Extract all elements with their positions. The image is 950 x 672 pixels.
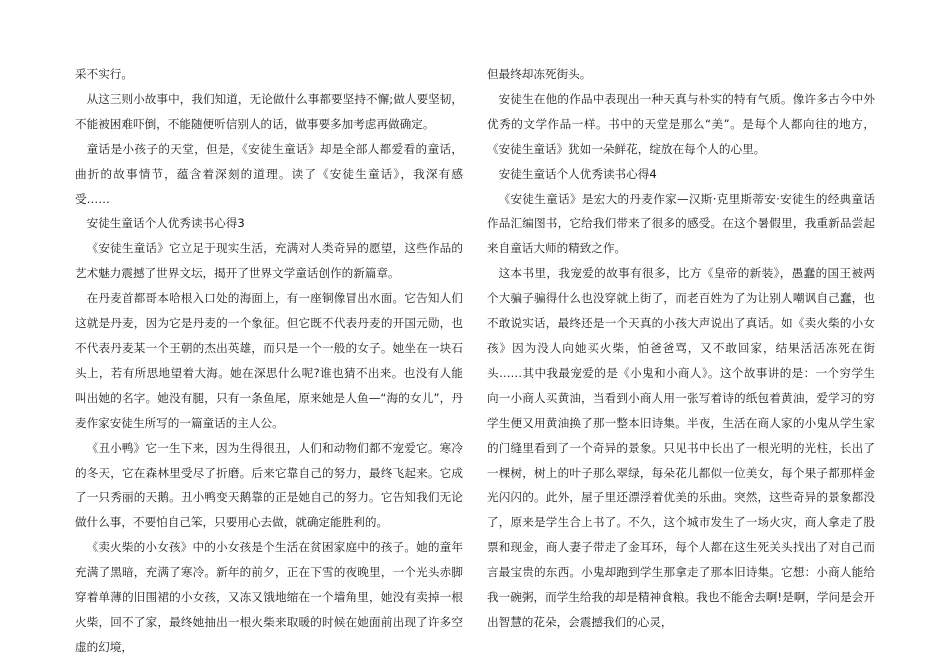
paragraph: 从这三则小故事中，我们知道，无论做什么事都要坚持不懈;做人要坚韧，不能被困难吓倒，不能随便听信别人的话，做事要多加考虑再做确定。 xyxy=(75,91,463,131)
paragraph: 童话是小孩子的天堂，但是，《安徒生童话》却是全部人都爱看的童话，曲折的故事情节，蕴含着深刻的道理。读了《安徒生童话》，我深有感受…… xyxy=(75,141,463,206)
section-heading: 安徒生童话个人优秀读书心得3 xyxy=(86,216,245,231)
paragraph: 《安徒生童话》它立足于现实生活，充满对人类奇异的愿望，这些作品的艺术魅力震撼了世界文坛，揭开了世界文学童话创作的新篇章。 xyxy=(75,241,463,281)
section-heading: 安徒生童话个人优秀读书心得4 xyxy=(498,166,657,181)
paragraph: 安徒生在他的作品中表现出一种天真与朴实的特有气质。像许多古今中外优秀的文学作品一样。书中的天堂是那么“美”。是每个人都向往的地方，《安徒生童话》犹如一朵鲜花，绽放在每个人的心里。 xyxy=(487,91,875,156)
paragraph: 这本书里，我宠爱的故事有很多，比方《皇帝的新装》，愚蠢的国王被两个大骗子骗得什么也没穿就上街了，而老百姓为了为让别人嘲讽自己蠢，也不敢说实话，最终还是一个天真的小孩大声说出了真话。如《卖火柴的小女孩》因为没人向她买火柴，怕爸爸骂，又不敢回家，结果活活冻死在街头……其中我最宠爱的是《小鬼和小商人》。这个故事讲的是：一个穷学生向一小商人买黄油，当看到小商人用一张写着诗的纸包着黄油，爱学习的穷学生便又用黄油换了那一整本旧诗集。半夜，生活在商人家的小鬼从学生家的门缝里看到了一个奇异的景象。只见书中长出了一根光明的光柱，长出了一棵树，树上的叶子那么翠绿，每朵花儿都似一位美女，每个果子都那样金光闪闪的。此外，屋子里还漂浮着优美的乐曲。突然，这些奇异的景象都没了，原来是学生合上书了。不久，这个城市发生了一场火灾，商人拿走了股票和现金，商人妻子带走了金耳环，每个人都在这生死关头找出了对自己而言最宝贵的东西。小鬼却跑到学生那拿走了那本旧诗集。它想：小商人能给我一碗粥，而学生给我的却是精神食粮。我也不能舍去啊!是啊，学问是会开出智慧的花朵，会震撼我们的心灵， xyxy=(487,266,875,629)
paragraph: 但最终却冻死街头。 xyxy=(487,67,592,81)
paragraph: 《安徒生童话》是宏大的丹麦作家—汉斯·克里斯蒂安·安徒生的经典童话作品汇编图书，它给我们带来了很多的感受。在这个暑假里，我重新品尝起来自童话大师的精致之作。 xyxy=(487,191,875,256)
right-column xyxy=(487,62,875,635)
left-column xyxy=(75,62,463,660)
paragraph: 《卖火柴的小女孩》中的小女孩是个生活在贫困家庭中的孩子。她的童年充满了黑暗，充满了寒冷。新年的前夕，正在下雪的夜晚里，一个光头赤脚穿着单薄的旧围裙的小女孩，又冻又饿地缩在一个墙角里，她没有卖掉一根火柴，回不了家，最终她抽出一根火柴来取暖的时候在她面前出现了许多空虚的幻境， xyxy=(75,540,463,654)
paragraph: 采不实行。 xyxy=(75,67,133,81)
paragraph: 《丑小鸭》它一生下来，因为生得很丑，人们和动物们都不宠爱它。寒冷的冬天，它在森林里受尽了折磨。后来它靠自己的努力，最终飞起来。它成了一只秀丽的天鹅。丑小鸭变天鹅靠的正是她自己的努力。它告知我们无论做什么事，不要怕自己笨，只要用心去做，就确定能胜利的。 xyxy=(75,440,463,530)
paragraph: 在丹麦首都哥本哈根入口处的海面上，有一座铜像冒出水面。它告知人们这就是丹麦，因为它是丹麦的一个象征。但它既不代表丹麦的开国元勋，也不代表丹麦某一个王朝的杰出英雄，而只是一个一般的女子。她坐在一块石头上，若有所思地望着大海。她在深思什么呢?谁也猜不出来。也没有人能叫出她的名字。她没有腿，只有一条鱼尾，原来她是人鱼—“海的女儿”，丹麦作家安徒生所写的一篇童话的主人公。 xyxy=(75,291,463,430)
